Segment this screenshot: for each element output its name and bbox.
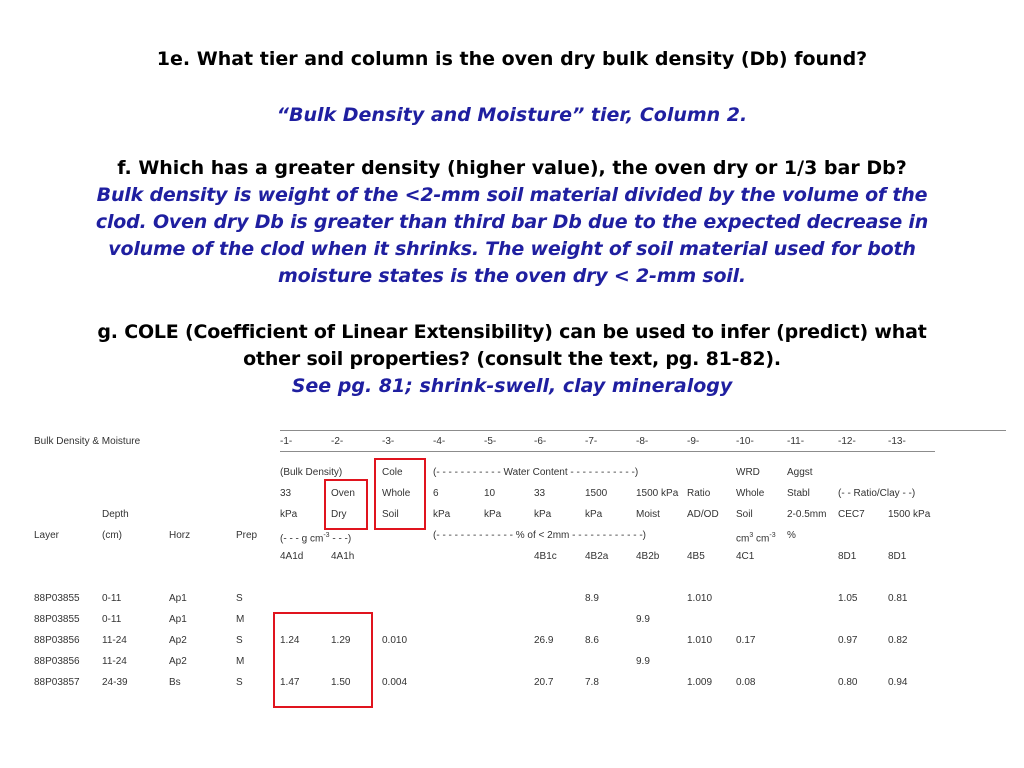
unit-superscript: -3 (323, 532, 330, 539)
table-cell: 24-39 (102, 677, 128, 688)
table-cell: 1.47 (280, 677, 300, 688)
question-g-line: other soil properties? (consult the text, pg. 81-82). (243, 348, 781, 370)
method-code: 4A1h (331, 551, 355, 562)
col-number: -5- (484, 436, 497, 447)
table-cell: 7.8 (585, 677, 599, 688)
header-cell: kPa (280, 509, 298, 520)
table-cell: 0.97 (838, 635, 858, 646)
header-cell: kPa (433, 509, 451, 520)
header-cell: Cole (382, 467, 403, 478)
method-code: 4B1c (534, 551, 557, 562)
header-cell: Oven (331, 488, 355, 499)
question-f: f. Which has a greater density (higher value), the oven dry or 1/3 bar Db? (117, 157, 907, 179)
table-header-rule (280, 451, 935, 452)
header-cell: AD/OD (687, 509, 719, 520)
answer-f-line: volume of the clod when it shrinks. The weight of soil material used for both (108, 238, 916, 260)
table-cell: 26.9 (534, 635, 554, 646)
col-number: -2- (331, 436, 344, 447)
header-cell: (- - Ratio/Clay - -) (838, 488, 916, 499)
header-cell: (- - - - - - - - - - - Water Content - - - - - - - - - - -) (433, 467, 639, 478)
answer-f-line: Bulk density is weight of the <2-mm soil material divided by the volume of the (96, 184, 928, 206)
unit-superscript: 3 (749, 532, 754, 539)
question-g (40, 319, 984, 373)
table-cell: 88P03857 (34, 677, 80, 688)
header-cell: CEC7 (838, 509, 865, 520)
header-cell: % (787, 530, 796, 541)
header-cell: Layer (34, 530, 60, 541)
col-number: -8- (636, 436, 649, 447)
col-number: -10- (736, 436, 754, 447)
question-1e: 1e. What tier and column is the oven dry bulk density (Db) found? (156, 48, 868, 70)
col-number: -7- (585, 436, 598, 447)
header-cell (736, 530, 776, 545)
header-cell: Horz (169, 530, 191, 541)
header-cell: 6 (433, 488, 439, 499)
col-number: -13- (888, 436, 906, 447)
col-number: -12- (838, 436, 856, 447)
header-cell: kPa (534, 509, 552, 520)
method-code: 4B2b (636, 551, 660, 562)
unit-text: - - -) (329, 533, 352, 545)
col-number: -3- (382, 436, 395, 447)
table-cell: Ap1 (169, 593, 187, 604)
table-cell: 1.05 (838, 593, 858, 604)
table-cell: 9.9 (636, 656, 650, 667)
table-top-rule (280, 430, 1006, 431)
highlight-box-oven-dry (324, 479, 368, 530)
answer-1e: “Bulk Density and Moisture” tier, Column 2. (276, 104, 748, 126)
table-cell: Ap2 (169, 656, 187, 667)
table-cell: 8.6 (585, 635, 599, 646)
table-cell: 0.81 (888, 593, 908, 604)
table-cell: 1.010 (687, 635, 713, 646)
table-cell: 0.17 (736, 635, 756, 646)
table-cell: 0.08 (736, 677, 756, 688)
header-cell (280, 530, 351, 545)
answer-g: See pg. 81; shrink-swell, clay mineralogy (291, 375, 733, 397)
unit-text: cm (736, 533, 750, 545)
header-cell: (Bulk Density) (280, 467, 343, 478)
header-cell: (- - - - - - - - - - - - - % of < 2mm - - - - - - - - - - - -) (433, 530, 646, 541)
method-code: 4B5 (687, 551, 705, 562)
table-cell: 0.80 (838, 677, 858, 688)
highlight-box-cole (374, 458, 426, 530)
header-cell: Ratio (687, 488, 711, 499)
header-cell: kPa (484, 509, 502, 520)
col-number: -4- (433, 436, 446, 447)
table-cell: 11-24 (102, 635, 127, 646)
table-cell: M (236, 656, 245, 667)
header-cell: 1500 (585, 488, 608, 499)
table-cell: 1.24 (280, 635, 300, 646)
table-cell: S (236, 677, 243, 688)
table-cell: 0-11 (102, 614, 122, 625)
col-number: -6- (534, 436, 547, 447)
table-cell: 11-24 (102, 656, 127, 667)
header-cell: (cm) (102, 530, 122, 541)
method-code: 4B2a (585, 551, 609, 562)
table-cell: S (236, 635, 243, 646)
header-cell: Soil (736, 509, 753, 520)
header-cell: 1500 kPa (888, 509, 931, 520)
header-cell: kPa (585, 509, 603, 520)
table-cell: 0.010 (382, 635, 408, 646)
question-g-line: g. COLE (Coefficient of Linear Extensibility) can be used to infer (predict) what (97, 321, 927, 343)
header-cell: Dry (331, 509, 347, 520)
table-cell: 1.010 (687, 593, 713, 604)
soil-data-table (30, 420, 1006, 720)
col-number: -1- (280, 436, 293, 447)
header-cell: 33 (534, 488, 546, 499)
header-cell: 10 (484, 488, 496, 499)
table-cell: Ap2 (169, 635, 187, 646)
header-cell: Whole (382, 488, 411, 499)
header-cell: Aggst (787, 467, 813, 478)
method-code: 8D1 (838, 551, 857, 562)
unit-text: (- - - g cm (280, 533, 324, 545)
header-cell: WRD (736, 467, 760, 478)
header-cell: Soil (382, 509, 399, 520)
table-cell: 9.9 (636, 614, 650, 625)
table-cell: Bs (169, 677, 181, 688)
tier-title: Bulk Density & Moisture (34, 436, 141, 447)
col-number: -9- (687, 436, 700, 447)
method-code: 4A1d (280, 551, 304, 562)
header-cell: Whole (736, 488, 765, 499)
table-cell: 0.82 (888, 635, 908, 646)
table-cell: 1.50 (331, 677, 351, 688)
table-cell: 1.009 (687, 677, 713, 688)
table-cell: 8.9 (585, 593, 599, 604)
unit-superscript: -3 (769, 532, 776, 539)
table-cell: M (236, 614, 245, 625)
answer-f-line: clod. Oven dry Db is greater than third bar Db due to the expected decrease in (95, 211, 929, 233)
header-cell: Moist (636, 509, 660, 520)
header-cell: Depth (102, 509, 129, 520)
header-cell: 33 (280, 488, 292, 499)
table-cell: 0.004 (382, 677, 408, 688)
col-number: -11- (787, 436, 805, 447)
table-cell: 88P03855 (34, 614, 80, 625)
table-cell: 88P03856 (34, 635, 80, 646)
answer-f (40, 182, 984, 290)
table-cell: 0.94 (888, 677, 908, 688)
header-cell: Prep (236, 530, 258, 541)
method-code: 4C1 (736, 551, 755, 562)
table-cell: 20.7 (534, 677, 554, 688)
method-code: 8D1 (888, 551, 907, 562)
unit-text: cm (753, 533, 770, 545)
table-cell: 1.29 (331, 635, 351, 646)
header-cell: 2-0.5mm (787, 509, 827, 520)
header-cell: 1500 kPa (636, 488, 679, 499)
table-cell: 88P03855 (34, 593, 80, 604)
answer-f-line: moisture states is the oven dry < 2-mm soil. (278, 265, 746, 287)
table-cell: Ap1 (169, 614, 187, 625)
table-cell: S (236, 593, 243, 604)
header-cell: Stabl (787, 488, 810, 499)
table-cell: 0-11 (102, 593, 122, 604)
table-cell: 88P03856 (34, 656, 80, 667)
highlight-box-bulk-density-values (273, 612, 373, 708)
